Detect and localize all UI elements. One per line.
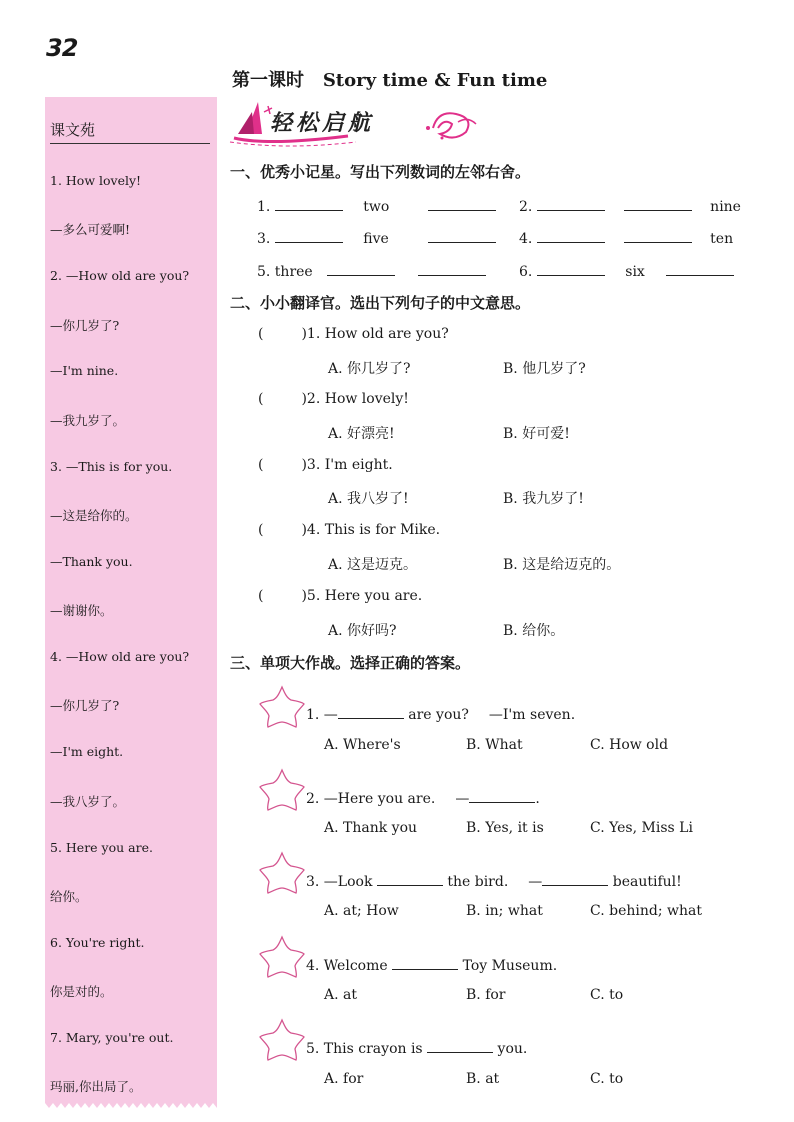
given-word: ten: [710, 231, 734, 247]
s3-option-b[interactable]: B. for: [466, 987, 506, 1003]
question-text: )4. This is for Mike.: [301, 522, 441, 538]
item-number: 3.: [257, 231, 271, 247]
s3-option-a[interactable]: A. at: [324, 987, 357, 1003]
sidebar-line: —你几岁了?: [50, 318, 120, 333]
s3-option-c[interactable]: C. to: [590, 987, 624, 1003]
answer-blank[interactable]: [427, 1038, 493, 1053]
s3-option-c[interactable]: C. Yes, Miss Li: [590, 820, 693, 836]
answer-blank[interactable]: [275, 196, 343, 211]
s3-option-b[interactable]: B. in; what: [466, 903, 543, 919]
answer-paren[interactable]: (: [258, 457, 264, 473]
section2-title: 二、小小翻译官。选出下列句子的中文意思。: [230, 294, 531, 312]
sidebar-line: —你几岁了?: [50, 698, 120, 713]
s3-question-1: [306, 704, 575, 723]
s2-option-a[interactable]: A. 好漂亮!: [328, 426, 395, 442]
sidebar-zigzag-edge: [45, 1101, 217, 1109]
answer-paren[interactable]: (: [258, 588, 264, 604]
answer-blank[interactable]: [624, 228, 692, 243]
given-word: six: [625, 264, 645, 280]
sidebar-line: 5. Here you are.: [50, 840, 153, 855]
answer-blank[interactable]: [428, 196, 496, 211]
star-icon: [257, 767, 307, 813]
sidebar-line: 4. —How old are you?: [50, 649, 190, 664]
question-part: 4. Welcome: [306, 958, 388, 974]
s2-option-b[interactable]: B. 这是给迈克的。: [503, 557, 621, 573]
s1-item-3: [257, 228, 496, 247]
given-word: two: [363, 199, 390, 215]
sidebar-line: 7. Mary, you're out.: [50, 1030, 174, 1045]
sidebar-line: —多么可爱啊!: [50, 222, 131, 237]
question-part: 3. —Look: [306, 874, 373, 890]
answer-blank[interactable]: [392, 955, 458, 970]
answer-paren[interactable]: (: [258, 326, 264, 342]
s2-option-a[interactable]: A. 你好吗?: [328, 623, 397, 639]
s2-question-3: [258, 457, 393, 473]
s3-question-2: [306, 788, 540, 807]
star-icon: [257, 1017, 307, 1063]
s1-item-6: [519, 261, 734, 280]
answer-blank[interactable]: [428, 228, 496, 243]
section1-title: 一、优秀小记星。写出下列数词的左邻右舍。: [230, 163, 531, 181]
answer-blank[interactable]: [624, 196, 692, 211]
star-icon: [257, 684, 307, 730]
sidebar-line: 你是对的。: [50, 984, 113, 999]
answer-blank[interactable]: [418, 261, 486, 276]
s3-option-c[interactable]: C. behind; what: [590, 903, 702, 919]
sidebar-heading: 课文苑: [50, 121, 96, 139]
sidebar-line: —这是给你的。: [50, 508, 138, 523]
answer-paren[interactable]: (: [258, 391, 264, 407]
answer-paren[interactable]: (: [258, 522, 264, 538]
sidebar-panel: [45, 97, 217, 1103]
question-text: )3. I'm eight.: [301, 457, 393, 473]
sidebar-line: —I'm eight.: [50, 744, 124, 759]
item-number: 5. three: [257, 264, 313, 280]
answer-blank[interactable]: [666, 261, 734, 276]
question-part: —I'm seven.: [488, 707, 576, 723]
s2-option-b[interactable]: B. 他几岁了?: [503, 361, 586, 377]
question-part: .: [535, 791, 540, 807]
given-word: nine: [710, 199, 741, 215]
answer-blank[interactable]: [338, 704, 404, 719]
s2-option-a[interactable]: A. 你几岁了?: [328, 361, 411, 377]
lesson-title: [232, 66, 547, 92]
page-number: 32: [46, 34, 78, 62]
s1-item-1: [257, 196, 496, 215]
item-number: 1.: [257, 199, 271, 215]
sidebar-line: 1. How lovely!: [50, 173, 142, 188]
sidebar-heading-rule: [50, 143, 210, 144]
sidebar-line: 3. —This is for you.: [50, 459, 173, 474]
s1-item-2: [519, 196, 741, 215]
answer-blank[interactable]: [542, 871, 608, 886]
lesson-title-cn: 第一课时: [232, 70, 304, 91]
sidebar-line: —I'm nine.: [50, 363, 119, 378]
question-part: 2. —Here you are.: [306, 791, 436, 807]
question-part: the bird.: [447, 874, 509, 890]
s3-question-3: [306, 871, 682, 890]
s3-option-b[interactable]: B. What: [466, 737, 523, 753]
sidebar-line: —我九岁了。: [50, 413, 126, 428]
question-part: are you?: [403, 707, 469, 723]
s3-option-a[interactable]: A. Thank you: [324, 820, 418, 836]
sidebar-line: —谢谢你。: [50, 603, 113, 618]
sidebar-line: 2. —How old are you?: [50, 268, 190, 283]
s2-option-a[interactable]: A. 我八岁了!: [328, 491, 409, 507]
sidebar-line: 6. You're right.: [50, 935, 145, 950]
answer-blank[interactable]: [327, 261, 395, 276]
s2-question-1: [258, 326, 449, 342]
answer-blank[interactable]: [275, 228, 343, 243]
item-number: 6.: [519, 264, 533, 280]
question-text: )2. How lovely!: [301, 391, 409, 407]
question-part: Toy Museum.: [462, 958, 558, 974]
question-part: you.: [497, 1041, 528, 1057]
question-text: )5. Here you are.: [301, 588, 423, 604]
s3-question-5: [306, 1038, 527, 1057]
question-part: 5. This crayon is: [306, 1041, 423, 1057]
answer-blank[interactable]: [469, 788, 535, 803]
star-icon: [257, 850, 307, 896]
s3-option-c[interactable]: C. to: [590, 1071, 624, 1087]
answer-blank[interactable]: [537, 261, 605, 276]
s2-question-4: [258, 522, 440, 538]
s3-option-a[interactable]: A. at; How: [324, 903, 399, 919]
question-part: —: [455, 791, 470, 807]
s2-question-2: [258, 391, 409, 407]
s2-option-b[interactable]: B. 好可爱!: [503, 426, 570, 442]
question-part: —: [528, 874, 543, 890]
question-text: )1. How old are you?: [301, 326, 449, 342]
s3-question-4: [306, 955, 557, 974]
s3-option-c[interactable]: C. How old: [590, 737, 669, 753]
s3-option-a[interactable]: A. for: [324, 1071, 364, 1087]
answer-blank[interactable]: [537, 228, 605, 243]
s2-question-5: [258, 588, 422, 604]
lesson-title-en: Story time & Fun time: [322, 70, 548, 91]
given-word: five: [363, 231, 389, 247]
item-number: 4.: [519, 231, 533, 247]
s1-item-4: [519, 228, 733, 247]
s2-option-b[interactable]: B. 我九岁了!: [503, 491, 584, 507]
question-part: 1. —: [306, 707, 338, 723]
s2-option-a[interactable]: A. 这是迈克。: [328, 557, 418, 573]
sidebar-line: —我八岁了。: [50, 794, 126, 809]
star-icon: [257, 934, 307, 980]
question-part: beautiful!: [612, 874, 682, 890]
sidebar-line: 玛丽,你出局了。: [50, 1079, 142, 1094]
s2-option-b[interactable]: B. 给你。: [503, 623, 565, 639]
sidebar-line: 给你。: [50, 889, 88, 904]
s3-option-b[interactable]: B. at: [466, 1071, 500, 1087]
answer-blank[interactable]: [377, 871, 443, 886]
answer-blank[interactable]: [537, 196, 605, 211]
s3-option-b[interactable]: B. Yes, it is: [466, 820, 544, 836]
item-number: 2.: [519, 199, 533, 215]
section3-title: 三、单项大作战。选择正确的答案。: [230, 654, 471, 672]
banner-title: 轻松启航: [270, 111, 375, 136]
sidebar-line: —Thank you.: [50, 554, 133, 569]
s3-option-a[interactable]: A. Where's: [324, 737, 401, 753]
s1-item-5: [257, 261, 486, 280]
